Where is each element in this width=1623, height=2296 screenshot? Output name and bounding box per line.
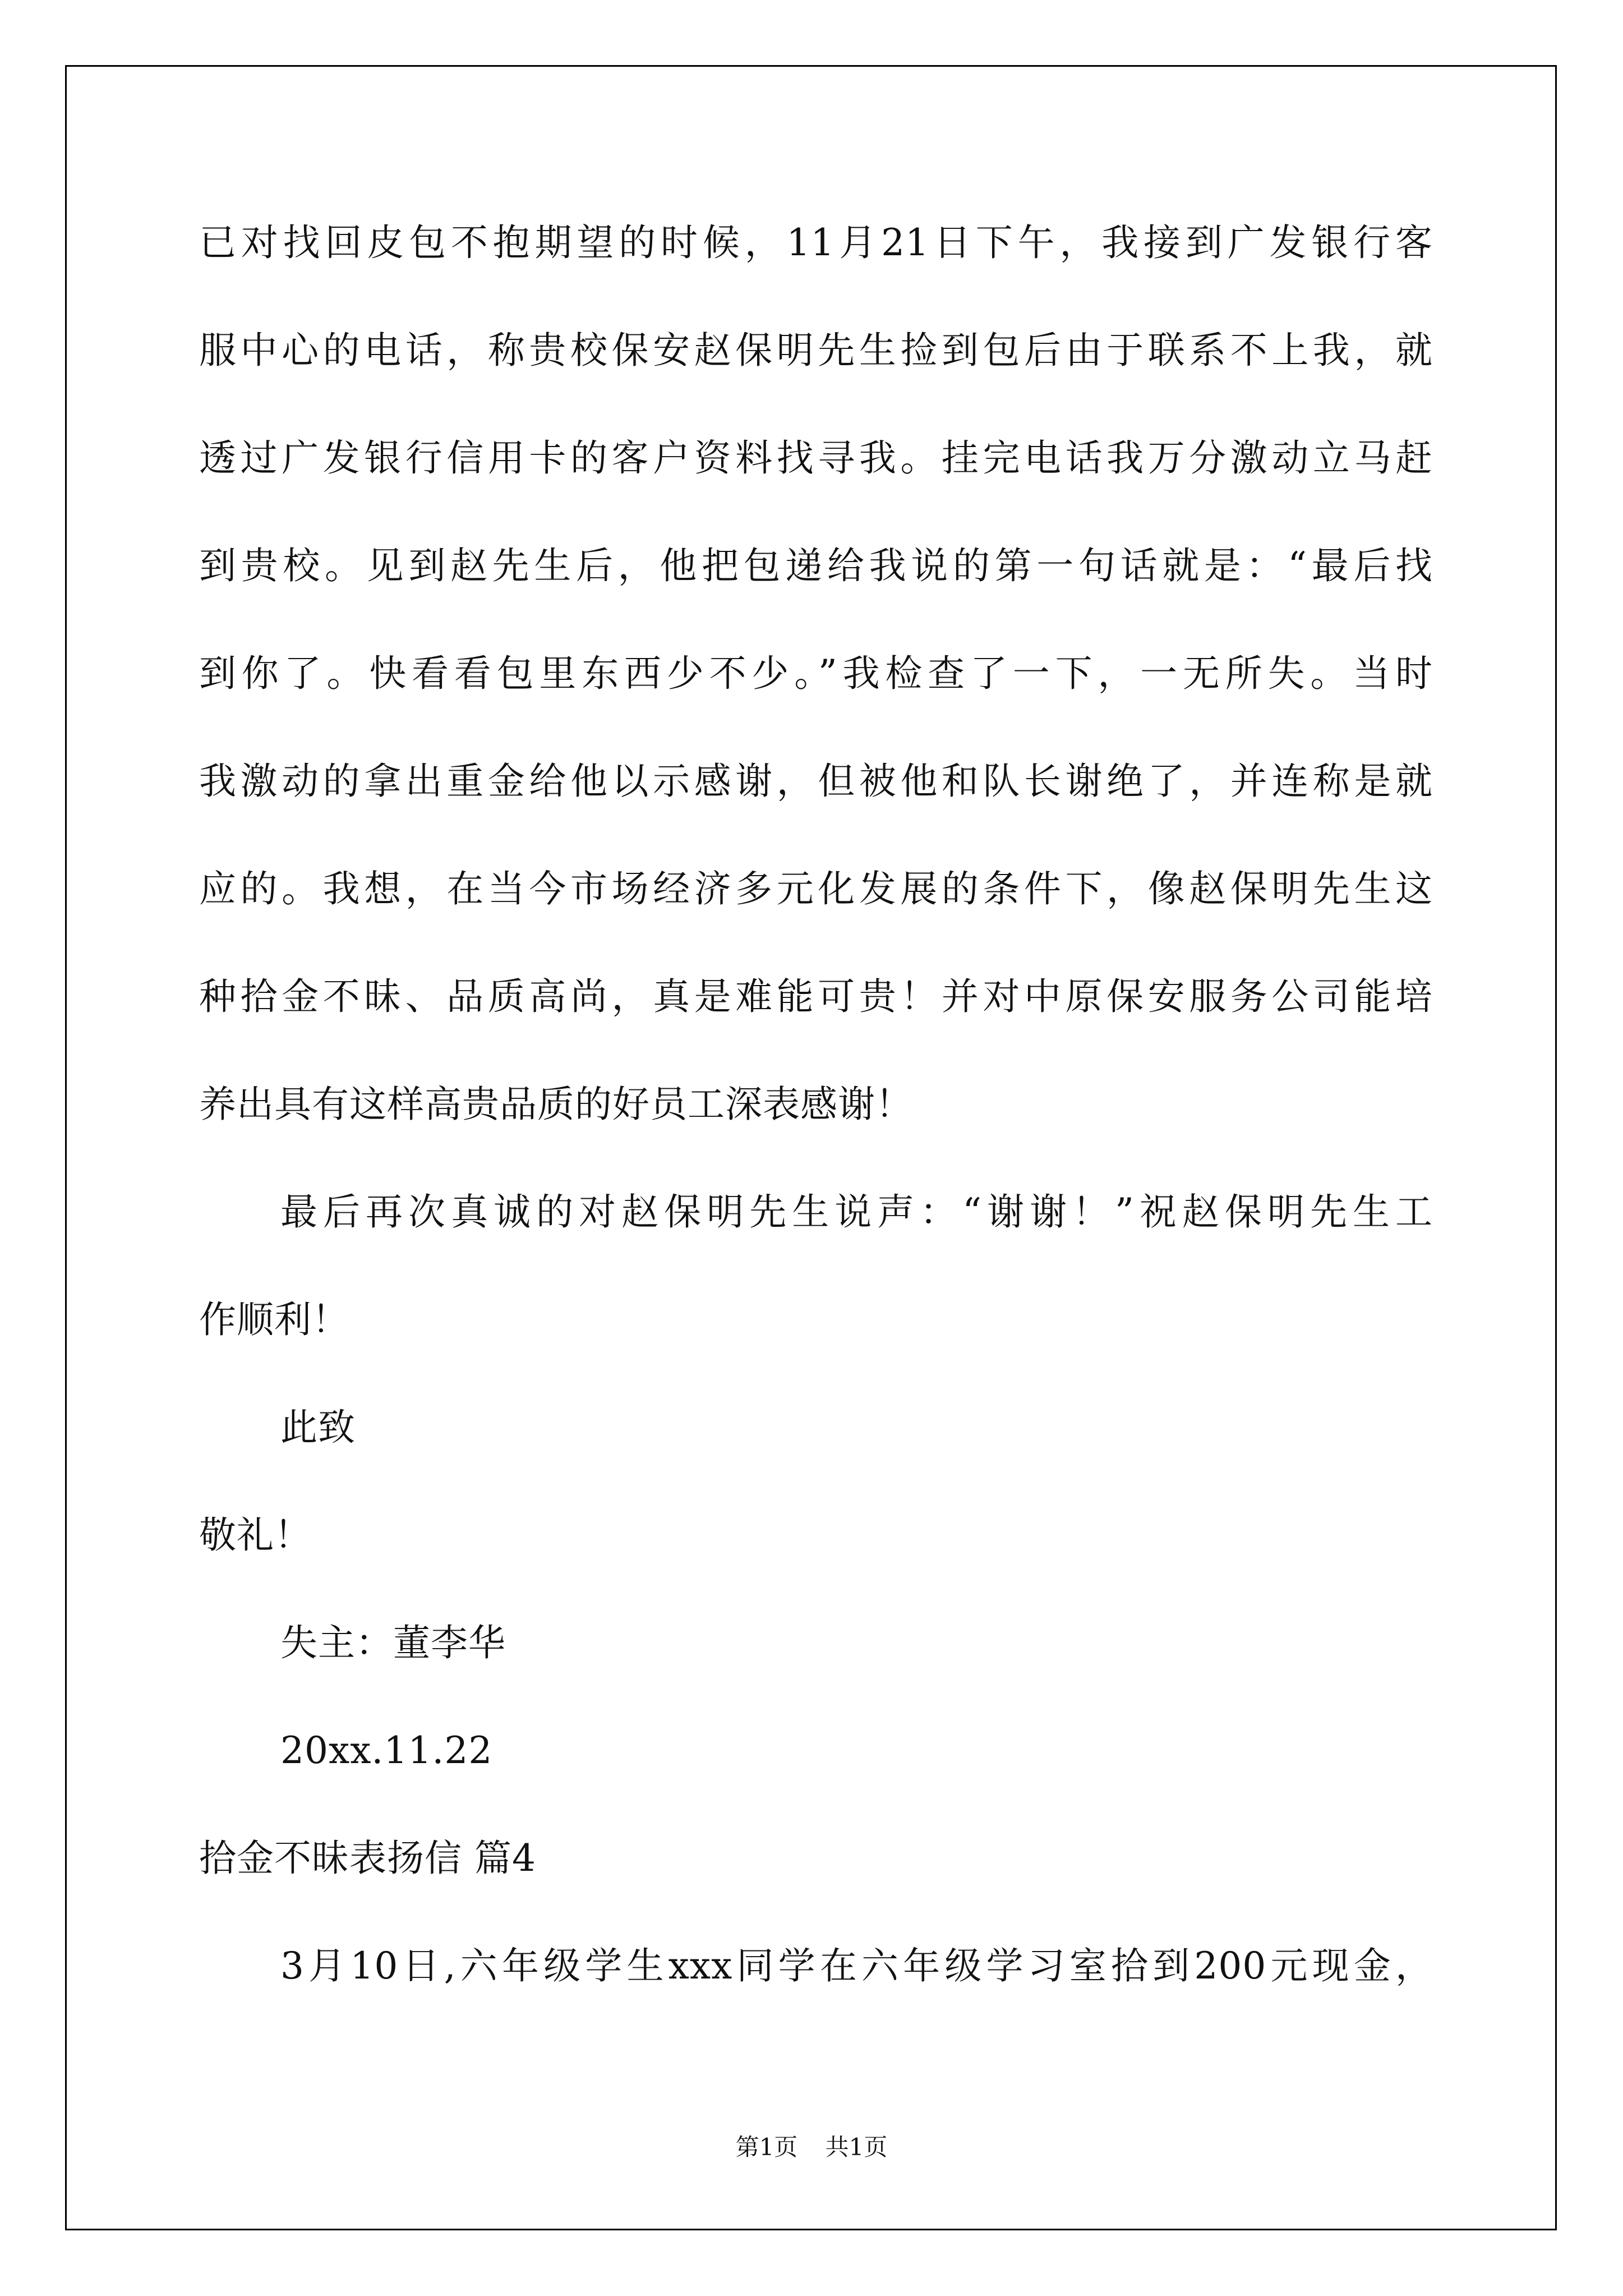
text-line: 到贵校。见到赵先生后，他把包递给我说的第一句话就是：“最后找 xyxy=(199,544,1433,587)
text-line: 种拾金不昧、品质高尚，真是难能可贵！并对中原保安服务公司能培 xyxy=(199,975,1433,1018)
text-line: 我激动的拿出重金给他以示感谢，但被他和队长谢绝了，并连称是就 xyxy=(199,760,1433,803)
text-line: 已对找回皮包不抱期望的时候，11月21日下午，我接到广发银行客 xyxy=(199,221,1433,264)
text-line: 3月10日,六年级学生xxx同学在六年级学习室拾到200元现金， xyxy=(280,1944,1433,1987)
page-footer xyxy=(0,2129,1623,2162)
text-line: 养出具有这样高贵品质的好员工深表感谢！ xyxy=(199,1083,913,1126)
closing-regards: 敬礼！ xyxy=(199,1513,312,1557)
section-heading: 拾金不昧表扬信 篇4 xyxy=(199,1837,536,1880)
page-total: 共1页 xyxy=(825,2133,888,2161)
text-line: 最后再次真诚的对赵保明先生说声：“谢谢！”祝赵保明先生工 xyxy=(280,1190,1433,1234)
signature: 失主：董李华 xyxy=(280,1621,506,1664)
letter-body xyxy=(199,216,1433,2047)
text-line: 应的。我想，在当今市场经济多元化发展的条件下，像赵保明先生这 xyxy=(199,867,1433,910)
text-line: 作顺利！ xyxy=(199,1298,349,1341)
text-line: 服中心的电话，称贵校保安赵保明先生捡到包后由于联系不上我，就 xyxy=(199,329,1433,372)
letter-date: 20xx.11.22 xyxy=(280,1729,493,1772)
text-line: 到你了。快看看包里东西少不少。”我检查了一下，一无所失。当时 xyxy=(199,652,1433,695)
text-line: 透过广发银行信用卡的客户资料找寻我。挂完电话我万分激动立马赶 xyxy=(199,436,1433,480)
page-number: 第1页 xyxy=(735,2133,798,2161)
closing-salutation: 此致 xyxy=(280,1406,356,1449)
